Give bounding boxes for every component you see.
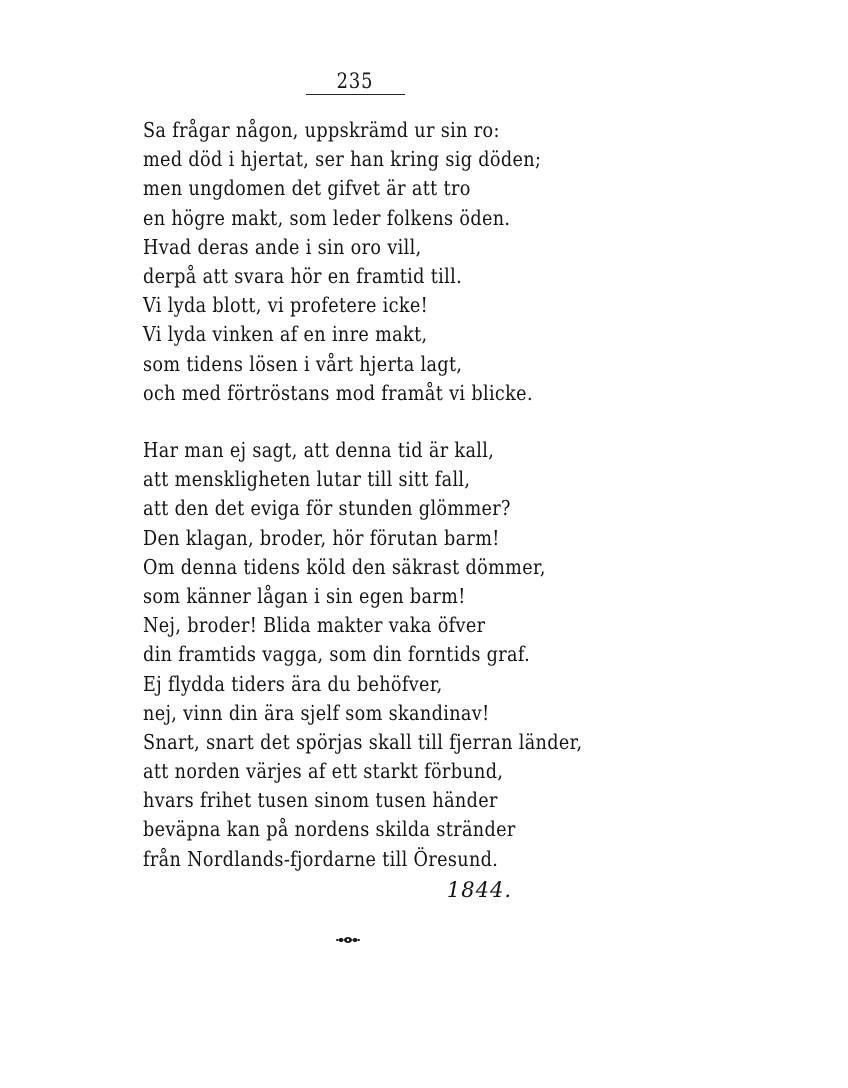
poem-line: från Nordlands-fjordarne till Öresund.: [143, 846, 499, 871]
poem-line: din framtids vagga, som din forntids graf.: [143, 642, 531, 667]
poem-line: som tidens lösen i vårt hjerta lagt,: [143, 351, 463, 376]
poem-line: med död i hjertat, ser han kring sig döden;: [143, 147, 542, 172]
poem-date: 1844.: [446, 878, 512, 902]
poem-line: Om denna tidens köld den säkrast dömmer,: [143, 554, 546, 579]
poem-line: Den klagan, broder, hör förutan barm!: [143, 525, 500, 550]
poem-line: Snart, snart det spörjas skall till fjerran länder,: [143, 729, 583, 754]
fleuron-ornament-icon: [336, 934, 360, 946]
poem-line: nej, vinn din ära sjelf som skandinav!: [143, 700, 490, 725]
poem-line: som känner lågan i sin egen barm!: [143, 583, 466, 608]
poem-line: Vi lyda vinken af en inre makt,: [143, 322, 428, 347]
poem-line: Ej flydda tiders ära du behöfver,: [143, 671, 443, 696]
poem-line: Hvad deras ande i sin oro vill,: [143, 234, 422, 259]
poem-stanza-1: [143, 116, 606, 408]
poem-line: beväpna kan på nordens skilda stränder: [143, 817, 516, 842]
poem-line: att norden värjes af ett starkt förbund,: [143, 759, 504, 784]
poem-line: Sa frågar någon, uppskrämd ur sin ro:: [143, 118, 500, 142]
poem-line: Vi lyda blott, vi profetere icke!: [143, 293, 429, 318]
poem-line: men ungdomen det gifvet är att tro: [143, 176, 471, 201]
poem-line: hvars frihet tusen sinom tusen händer: [143, 788, 498, 813]
poem-line: att menskligheten lutar till sitt fall,: [143, 467, 471, 492]
poem-line: att den det eviga för stunden glömmer?: [143, 496, 511, 521]
poem-stanza-2: [143, 436, 654, 874]
poem-line: Nej, broder! Blida makter vaka öfver: [143, 613, 486, 638]
poem-line: en högre makt, som leder folkens öden.: [143, 205, 511, 230]
page-number: 235: [336, 69, 374, 93]
poem-line: derpå att svara hör en framtid till.: [143, 263, 463, 288]
page-number-rule: [306, 94, 405, 95]
poem-line: Har man ej sagt, att denna tid är kall,: [143, 438, 495, 462]
poem-line: och med förtröstans mod framåt vi blicke.: [143, 380, 533, 405]
